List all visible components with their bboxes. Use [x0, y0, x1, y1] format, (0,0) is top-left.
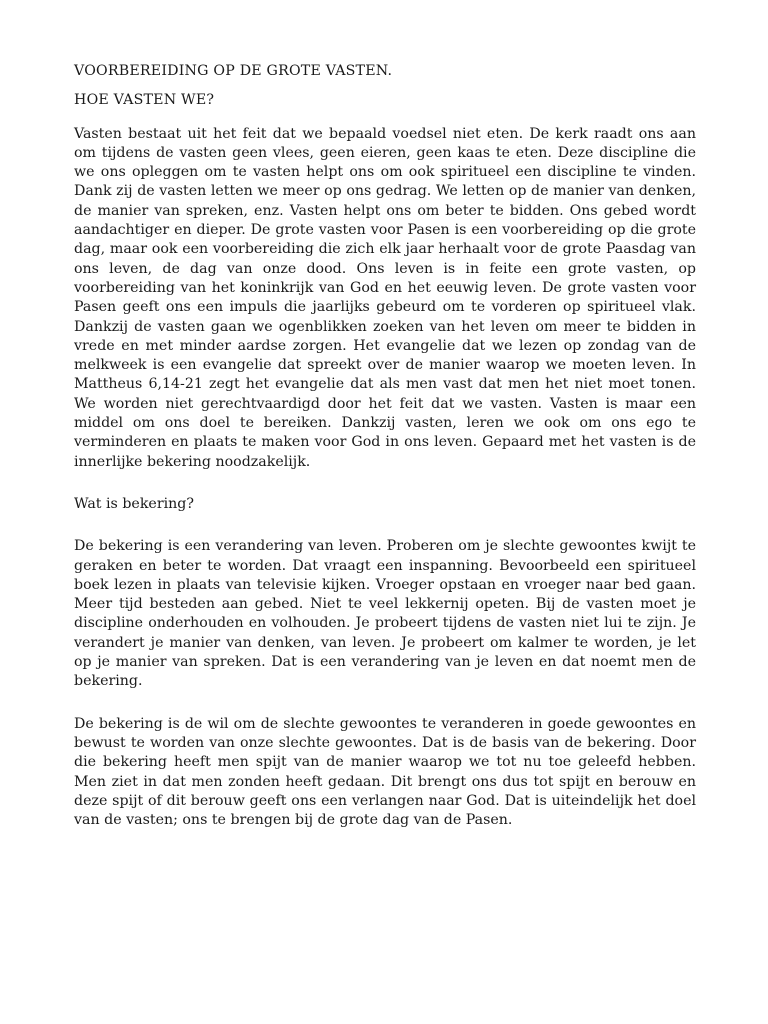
paragraph-conversion: De bekering is een verandering van leven. Proberen om je slechte gewoontes kwijt te geraken en beter te worden. Dat vraagt een inspanning. Bevoorbeeld een spiritueel boek lezen in plaats van televisie kijken. Vroeger opstaan en vroeger naar bed gaan. Meer tijd besteden aan gebed. Niet te veel lekkernij opeten. Bij de vasten moet je discipline onderhouden en volhouden. Je probeert tijdens de vasten niet lui te zijn. Je verandert je manier van denken, van leven. Je probeert om kalmer te worden, je let op je manier van spreken. Dat is een verandering van je leven en dat noemt men de bekering.: [74, 538, 696, 690]
document-title: VOORBEREIDING OP DE GROTE VASTEN.: [74, 63, 393, 79]
paragraph-conversion-basis: De bekering is de wil om de slechte gewoontes te veranderen in goede gewoontes en bewust te worden van onze slechte gewoontes. Dat is de basis van de bekering. Door die bekering heeft men spijt van de manier waarop we tot nu toe geleefd hebben. Men ziet in dat men zonden heeft gedaan. Dit brengt ons dus tot spijt en berouw en deze spijt of dit berouw geeft ons een verlangen naar God. Dat is uiteindelijk het doel van de vasten; ons te brengen bij de grote dag van de Pasen.: [74, 715, 696, 829]
paragraph-fasting: Vasten bestaat uit het feit dat we bepaald voedsel niet eten. De kerk raadt ons aan om tijdens de vasten geen vlees, geen eieren, geen kaas te eten. Deze discipline die we ons opleggen om te vasten helpt ons om ook spiritueel een discipline te vinden. Dank zij de vasten letten we meer op ons gedrag. We letten op de manier van denken, de manier van spreken, enz. Vasten helpt ons om beter te bidden. Ons gebed wordt aandachtiger en dieper. De grote vasten voor Pasen is een voorbereiding op die grote dag, maar ook een voorbereiding die zich elk jaar herhaalt voor de grote Paasdag van ons leven, de dag van onze dood. Ons leven is in feite een grote vasten, op voorbereiding van het koninkrijk van God en het eeuwig leven. De grote vasten voor Pasen geeft ons een impuls die jaarlijks gebeurd om te vorderen op spiritueel vlak. Dankzij de vasten gaan we ogenblikken zoeken van het leven om meer te bidden in vrede en met minder aardse zorgen. Het evangelie dat we lezen op zondag van de melkweek is een evangelie dat spreekt over de manier waarop we moeten leven. In Mattheus 6,14-21 zegt het evangelie dat als men vast dat men het niet moet tonen. We worden niet gerechtvaardigd door het feit dat we vasten. Vasten is maar een middel om ons doel te bereiken. Dankzij vasten, leren we ook om ons ego te verminderen en plaats te maken voor God in ons leven. Gepaard met het vasten is de innerlijke bekering noodzakelijk.: [74, 125, 696, 470]
section-question: Wat is bekering?: [74, 495, 194, 512]
document-page: [74, 62, 696, 830]
section-heading: HOE VASTEN WE?: [74, 92, 215, 109]
